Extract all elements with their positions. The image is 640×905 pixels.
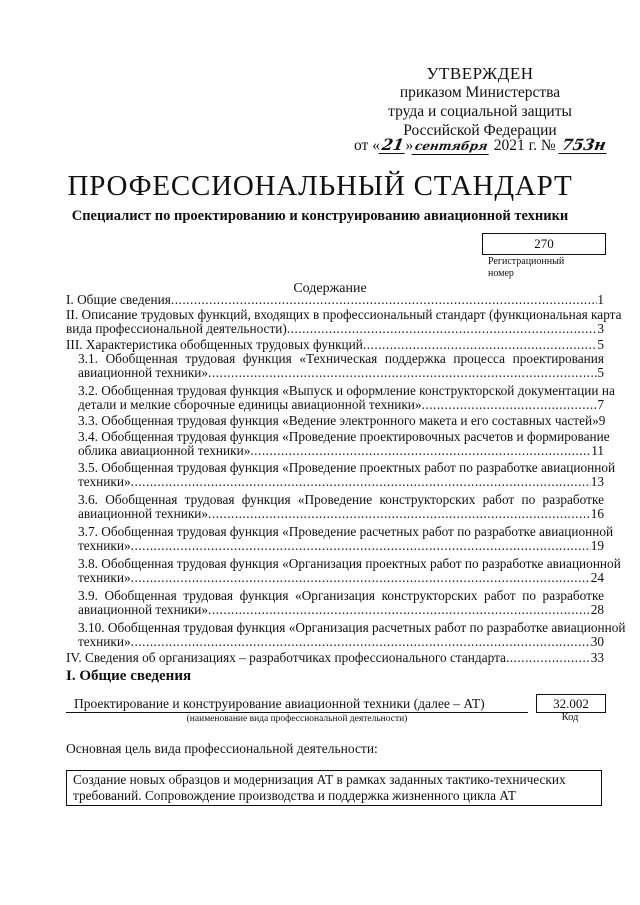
order-number: 753н — [560, 135, 608, 154]
registration-number: 270 — [482, 233, 606, 255]
approval-line-1: приказом Министерства — [399, 84, 561, 101]
goal-line-2: требований. Сопровождение производства и поддержка жизненного цикла АТ — [73, 788, 516, 803]
approval-date — [354, 136, 614, 155]
approval-block — [354, 64, 608, 154]
toc-item-3-9[interactable]: 3.9. Обобщенная трудовая функция «Организация конструкторских работ по разработке авиационной техники» ..... 28 — [78, 589, 604, 618]
toc-item-3-8[interactable]: 3.8. Обобщенная трудовая функция «Организация проектных работ по разработке авиационной техники» ..... 24 — [78, 557, 604, 586]
toc-item-3-7[interactable]: 3.7. Обобщенная трудовая функция «Проведение расчетных работ по разработке авиационной техники» ..... 19 — [78, 525, 604, 554]
approval-line-3: Российской Федерации — [403, 122, 557, 139]
code-label: Код — [561, 712, 579, 723]
section-heading: I. Общие сведения — [66, 668, 192, 684]
date-day: 21 — [380, 135, 406, 154]
activity-kind-underline — [66, 712, 528, 713]
registration-label: Регистрационный номер — [488, 256, 565, 279]
activity-kind: Проектирование и конструирование авиационной техники (далее – АТ) — [74, 696, 485, 711]
document-title: ПРОФЕССИОНАЛЬНЫЙ СТАНДАРТ — [67, 170, 573, 202]
activity-code: 32.002 — [536, 694, 606, 713]
toc-item-3-2[interactable]: 3.2. Обобщенная трудовая функция «Выпуск и оформление конструкторской документации на детали и мелкие сборочные единицы авиационной техники» ..... 7 — [78, 384, 604, 413]
toc-item-3-5[interactable]: 3.5. Обобщенная трудовая функция «Проведение проектных работ по разработке авиационной техники» ..... 13 — [78, 461, 604, 490]
toc-item-3-1[interactable]: 3.1. Обобщенная трудовая функция «Техническая поддержка процесса проектирования авиационной техники» ..... 5 — [78, 352, 604, 381]
approval-line-2: труда и социальной защиты — [388, 103, 572, 120]
goal-box — [66, 770, 602, 806]
approved-label: УТВЕРЖДЕН — [426, 64, 534, 83]
toc-heading: Содержание — [293, 281, 367, 296]
toc-item-3-10[interactable]: 3.10. Обобщенная трудовая функция «Организация расчетных работ по разработке авиационной техники» ..... 30 — [78, 621, 604, 650]
date-year: 2021 г. № — [493, 137, 556, 154]
date-prefix: от « — [354, 137, 380, 154]
goal-line-1: Создание новых образцов и модернизация АТ в рамках заданных тактико-технических — [73, 772, 566, 787]
activity-kind-caption: (наименование вида профессиональной деятельности) — [186, 714, 408, 724]
toc-item-4[interactable]: IV. Сведения об организациях – разработчиках профессионального стандарта ..... 33 — [66, 651, 604, 665]
toc-item-3-6[interactable]: 3.6. Обобщенная трудовая функция «Проведение конструкторских работ по разработке авиационной техники» ..... 16 — [78, 493, 604, 522]
toc-item-3-3[interactable]: 3.3. Обобщенная трудовая функция «Ведение электронного макета и его составных частей» 9 — [78, 413, 606, 428]
toc-item-3-4[interactable]: 3.4. Обобщенная трудовая функция «Проведение проектировочных расчетов и формирование облика авиационной техники» ..... 11 — [78, 430, 604, 459]
goal-label: Основная цель вида профессиональной деятельности: — [66, 741, 378, 756]
document-subtitle: Специалист по проектированию и конструированию авиационной техники — [71, 208, 569, 224]
date-month: сентября — [412, 138, 492, 155]
toc-item-2[interactable]: II. Описание трудовых функций, входящих в профессиональный стандарт (функциональная карта вида профессиональной деятельности) ..... 3 — [66, 308, 604, 337]
date-sep: » — [405, 137, 414, 154]
toc-item-1[interactable]: I. Общие сведения ..... 1 — [66, 293, 604, 307]
toc-item-3[interactable]: III. Характеристика обобщенных трудовых функций ..... 5 — [66, 338, 604, 352]
